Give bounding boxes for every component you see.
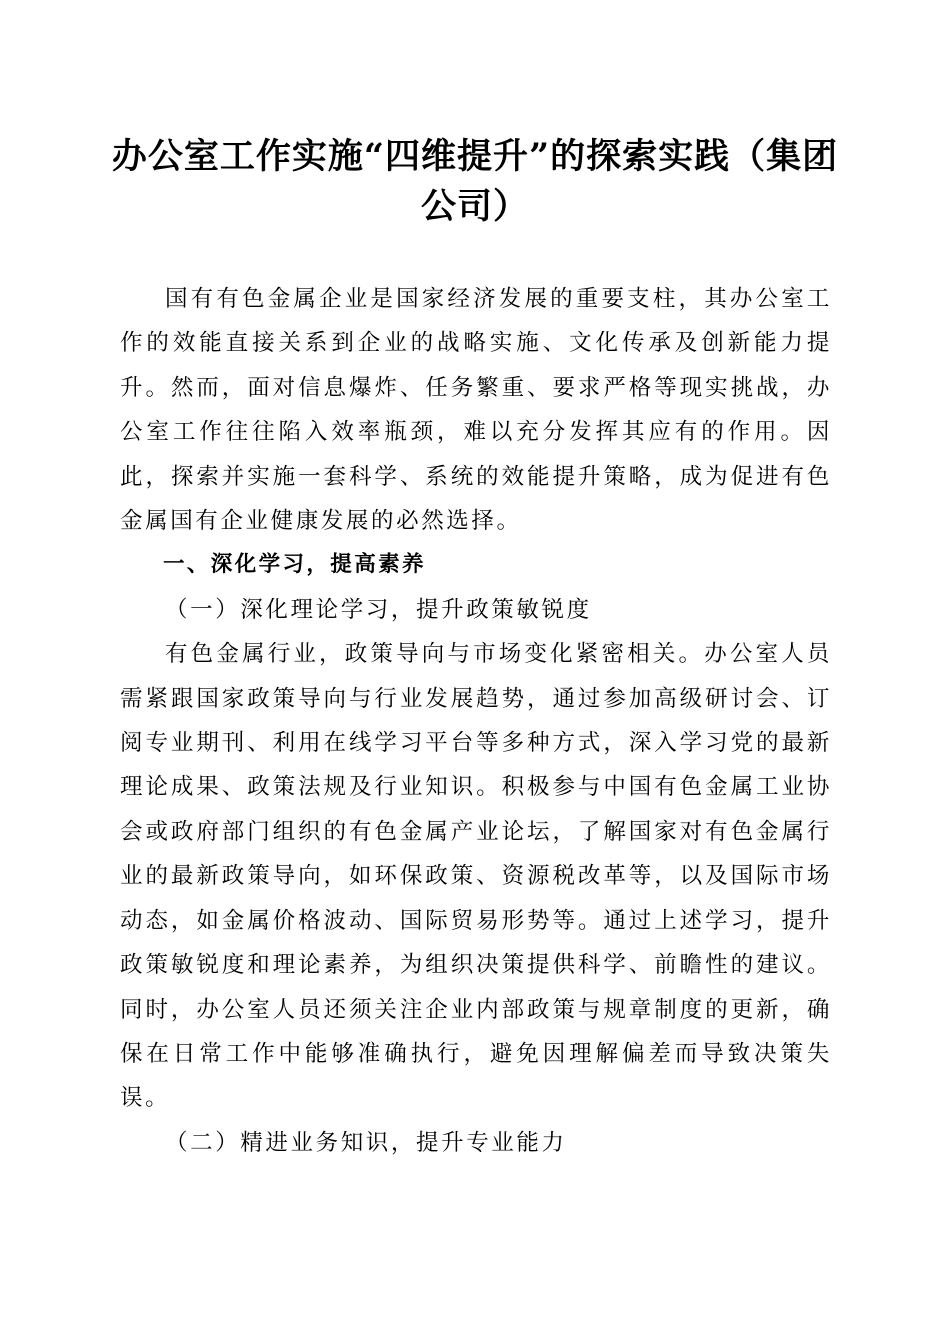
document-body: [120, 277, 832, 1165]
subsection-heading-1: （一）深化理论学习，提升政策敏锐度: [165, 596, 592, 623]
section-heading-1: 一、深化学习，提高素养: [163, 552, 426, 578]
document-title: 办公室工作实施“四维提升”的探索实践（集团公司）: [111, 136, 839, 227]
intro-paragraph: 国有有色金属企业是国家经济发展的重要支柱，其办公室工作的效能直接关系到企业的战略实施、文化传承及创新能力提升。然而，面对信息爆炸、任务繁重、要求严格等现实挑战，办公室工作往往陷入效率瓶颈，难以充分发挥其应有的作用。因此，探索并实施一套科学、系统的效能提升策略，成为促进有色金属国有企业健康发展的必然选择。: [120, 286, 832, 535]
subsection-1-paragraph: 有色金属行业，政策导向与市场变化紧密相关。办公室人员需紧跟国家政策导向与行业发展趋势，通过参加高级研讨会、订阅专业期刊、利用在线学习平台等多种方式，深入学习党的最新理论成果、政策法规及行业知识。积极参与中国有色金属工业协会或政府部门组织的有色金属产业论坛，了解国家对有色金属行业的最新政策导向，如环保政策、资源税改革等，以及国际市场动态，如金属价格波动、国际贸易形势等。通过上述学习，提升政策敏锐度和理论素养，为组织决策提供科学、前瞻性的建议。同时，办公室人员还须关注企业内部政策与规章制度的更新，确保在日常工作中能够准确执行，避免因理解偏差而导致决策失误。: [120, 641, 832, 1112]
subsection-heading-2: （二）精进业务知识，提升专业能力: [165, 1129, 567, 1156]
